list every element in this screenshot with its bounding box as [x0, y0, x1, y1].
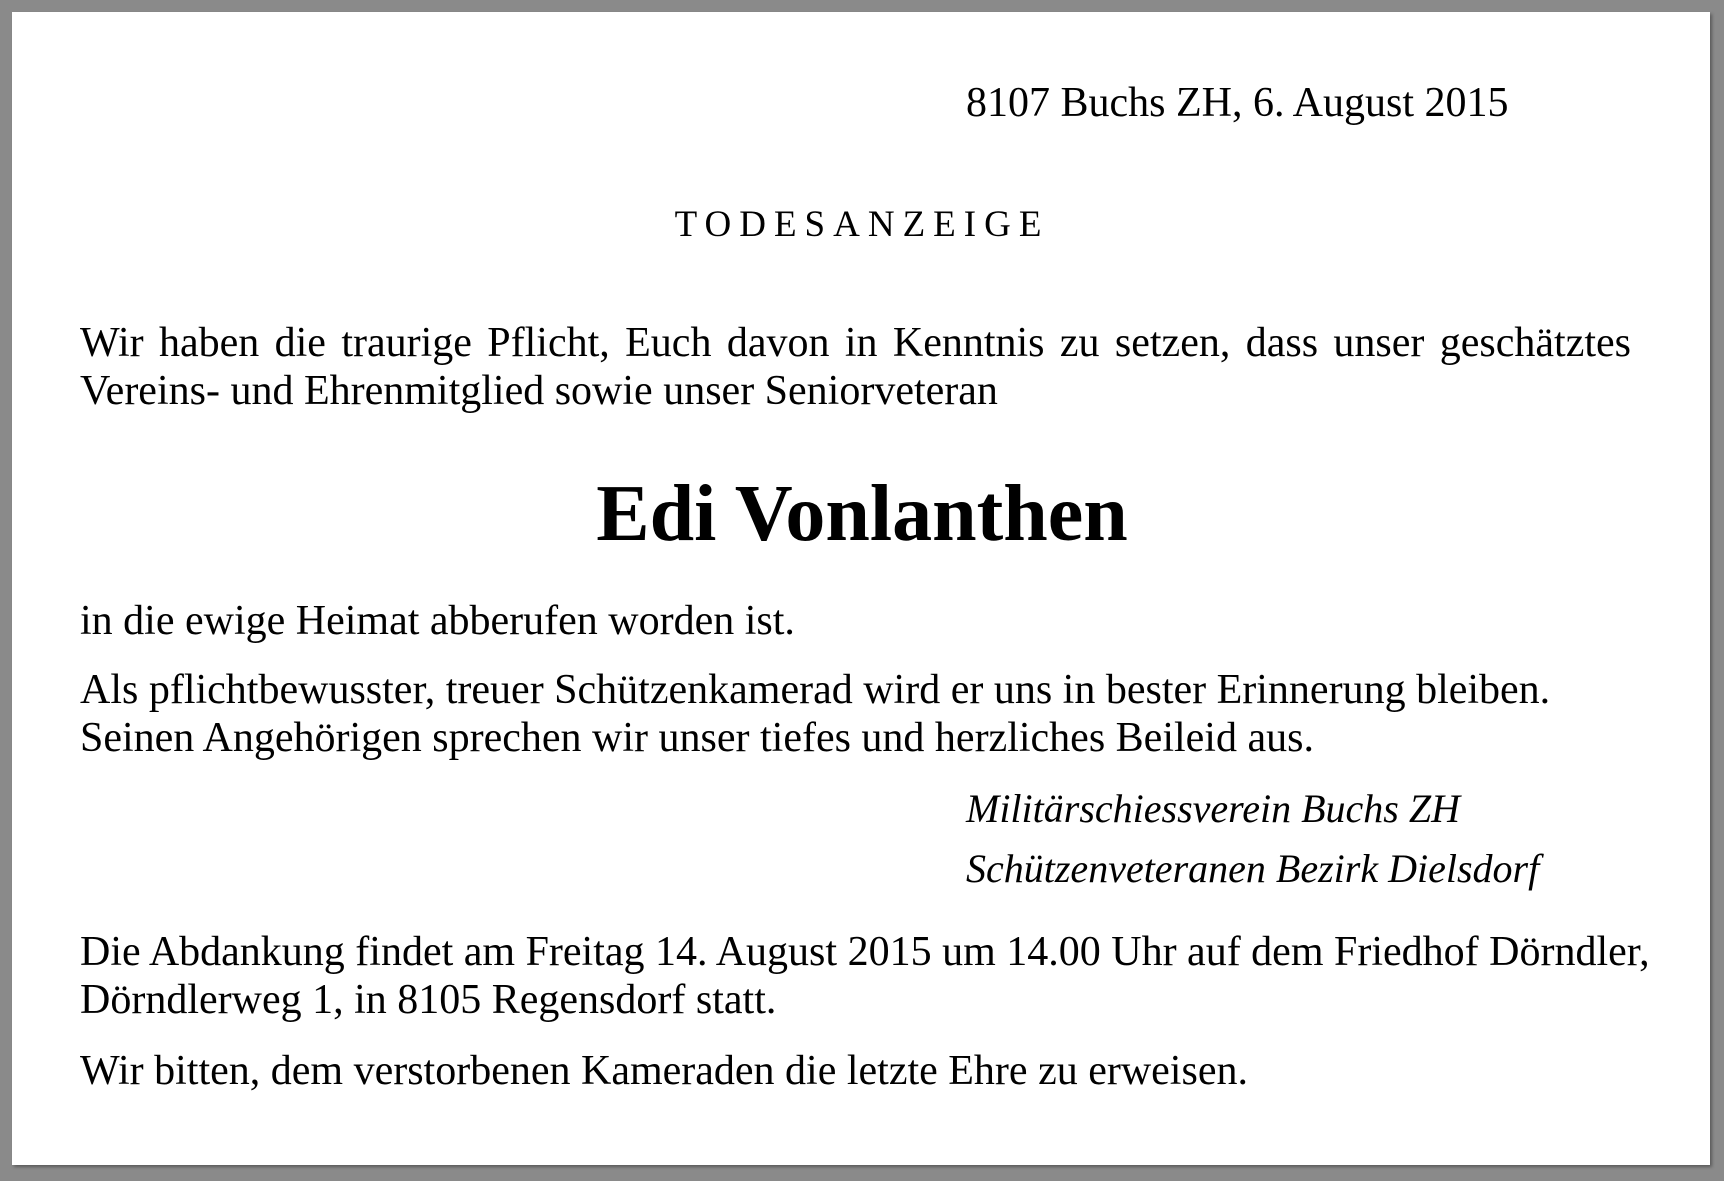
service-paragraph [80, 928, 1650, 1024]
memory-line-1: Als pflichtbewusster, treuer Schützenkamerad wird er uns in bester Erinnerung bleiben. [80, 667, 1551, 713]
place-date: 8107 Buchs ZH, 6. August 2015 [966, 80, 1509, 126]
signatory-club: Militärschiessverein Buchs ZH [966, 786, 1461, 831]
notice-heading: TODESANZEIGE [674, 204, 1050, 245]
called-home-line: in die ewige Heimat abberufen worden ist. [80, 598, 795, 644]
memory-paragraph [80, 666, 1631, 762]
called-home-paragraph [80, 597, 1631, 645]
service-line-1: Die Abdankung findet am Freitag 14. August 2015 um 14.00 Uhr auf dem Friedhof Dörndler, [80, 929, 1650, 975]
service-line-2: Dörndlerweg 1, in 8105 Regensdorf statt. [80, 977, 777, 1023]
intro-paragraph [80, 319, 1631, 415]
intro-line-1: Wir haben die traurige Pflicht, Euch davon in Kenntnis zu setzen, dass unser geschätztes [80, 320, 1631, 366]
closing-line: Wir bitten, dem verstorbenen Kameraden die letzte Ehre zu erweisen. [80, 1048, 1248, 1094]
memory-line-2: Seinen Angehörigen sprechen wir unser tiefes und herzliches Beileid aus. [80, 715, 1314, 761]
intro-line-2: Vereins- und Ehrenmitglied sowie unser Seniorveteran [80, 368, 998, 414]
signatory-veterans: Schützenveteranen Bezirk Dielsdorf [966, 846, 1540, 891]
deceased-name: Edi Vonlanthen [596, 470, 1128, 558]
closing-paragraph [80, 1047, 1631, 1095]
